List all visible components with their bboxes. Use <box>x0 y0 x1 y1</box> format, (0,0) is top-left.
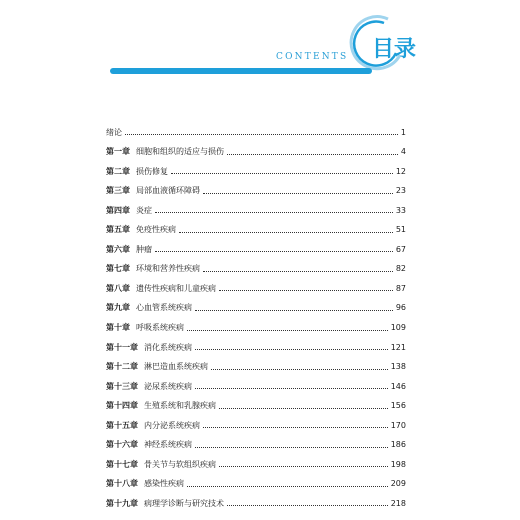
toc-entry[interactable] <box>106 321 406 335</box>
toc-chapter-title: 呼吸系统疾病 <box>136 323 184 332</box>
toc-chapter-title: 泌尿系统疾病 <box>144 381 192 391</box>
toc-chapter-title: 损伤修复 <box>136 166 168 176</box>
toc-chapter-number: 第二章 <box>106 166 130 176</box>
toc-leader-dots <box>187 329 388 331</box>
toc-chapter-number: 第十章 <box>106 323 130 332</box>
toc-chapter-number: 第十六章 <box>106 440 138 450</box>
toc-page-number: 209 <box>390 479 406 489</box>
toc-chapter-title: 生殖系统和乳腺疾病 <box>144 401 216 411</box>
toc-page-number: 82 <box>395 264 406 274</box>
toc-entry[interactable] <box>106 360 406 374</box>
toc-chapter-number: 第十二章 <box>106 362 138 372</box>
toc-chapter-number: 第六章 <box>106 244 130 254</box>
toc-chapter-title: 遗传性疾病和儿童疾病 <box>136 283 216 293</box>
toc-chapter-number: 第五章 <box>106 225 130 235</box>
toc-chapter-number: 第八章 <box>106 283 130 293</box>
toc-entry[interactable] <box>106 340 406 354</box>
toc-entry[interactable] <box>106 164 406 178</box>
toc-leader-dots <box>195 348 388 350</box>
toc-chapter-number: 第九章 <box>106 303 130 313</box>
toc-page-number: 198 <box>390 459 406 469</box>
toc-page-number: 67 <box>395 244 406 254</box>
toc-entry[interactable] <box>106 242 406 256</box>
toc-leader-dots <box>219 289 393 291</box>
toc-page-number: 4 <box>400 147 406 157</box>
header-bar <box>110 68 372 74</box>
toc-entry[interactable] <box>106 477 406 491</box>
toc-entry[interactable] <box>106 203 406 217</box>
page-title: 目录 <box>372 37 417 62</box>
toc-leader-dots <box>179 231 393 233</box>
toc-leader-dots <box>211 368 388 370</box>
toc-chapter-title: 细胞和组织的适应与损伤 <box>136 147 224 157</box>
toc-leader-dots <box>219 407 388 409</box>
toc-chapter-title: 局部血液循环障碍 <box>136 186 200 196</box>
toc-page-number: 186 <box>390 440 406 450</box>
toc-page-number: 96 <box>395 303 406 313</box>
toc-leader-dots <box>187 485 388 487</box>
toc-entry[interactable] <box>106 262 406 276</box>
toc-page-number: 138 <box>390 362 406 372</box>
toc-chapter-number: 第十九章 <box>106 498 138 508</box>
toc-leader-dots <box>203 192 393 194</box>
toc-page-number: 121 <box>390 342 406 352</box>
toc-chapter-number: 第十三章 <box>106 381 138 391</box>
toc-chapter-number: 第十五章 <box>106 420 138 430</box>
toc-page-number: 170 <box>390 420 406 430</box>
toc-leader-dots <box>171 172 393 174</box>
toc-leader-dots <box>155 211 393 213</box>
toc-chapter-title: 内分泌系统疾病 <box>144 420 200 430</box>
toc-chapter-number: 第一章 <box>106 147 130 157</box>
toc-leader-dots <box>195 387 388 389</box>
toc-entry[interactable] <box>106 438 406 452</box>
toc-entry[interactable] <box>106 281 406 295</box>
toc-chapter-number: 第四章 <box>106 205 130 215</box>
toc-entry[interactable] <box>106 125 406 139</box>
toc-chapter-number: 第十四章 <box>106 401 138 411</box>
toc-entry[interactable] <box>106 418 406 432</box>
toc-chapter-title: 神经系统疾病 <box>144 440 192 450</box>
toc-entry[interactable] <box>106 399 406 413</box>
toc-chapter-title: 淋巴造血系统疾病 <box>144 362 208 372</box>
toc-leader-dots <box>155 250 393 252</box>
toc-leader-dots <box>203 270 393 272</box>
contents-label: CONTENTS <box>276 52 349 62</box>
toc-entry[interactable] <box>106 379 406 393</box>
toc-leader-dots <box>125 133 398 135</box>
toc-page-number: 12 <box>395 166 406 176</box>
toc-leader-dots <box>195 446 388 448</box>
toc-chapter-title: 免疫性疾病 <box>136 225 176 235</box>
toc-entry[interactable] <box>106 223 406 237</box>
toc-chapter-number: 绪论 <box>106 127 122 137</box>
toc-page-number: 146 <box>390 381 406 391</box>
toc-page-number: 33 <box>395 205 406 215</box>
toc-page-number: 51 <box>395 225 406 235</box>
toc-chapter-number: 第十一章 <box>106 342 138 352</box>
toc-page-number: 23 <box>395 186 406 196</box>
toc-chapter-title: 消化系统疾病 <box>144 342 192 352</box>
toc-chapter-title: 环境和营养性疾病 <box>136 264 200 274</box>
toc-chapter-title: 骨关节与软组织疾病 <box>144 459 216 469</box>
toc-leader-dots <box>203 426 388 428</box>
toc-page-number: 156 <box>390 401 406 411</box>
toc-entry[interactable] <box>106 301 406 315</box>
toc-entry[interactable] <box>106 457 406 471</box>
toc-chapter-number: 第三章 <box>106 186 130 196</box>
toc-chapter-number: 第十八章 <box>106 479 138 489</box>
toc-chapter-number: 第十七章 <box>106 459 138 469</box>
toc-entry[interactable] <box>106 184 406 198</box>
toc-chapter-title: 心血管系统疾病 <box>136 303 192 313</box>
toc-chapter-title: 病理学诊断与研究技术 <box>144 498 224 508</box>
toc-page-number: 87 <box>395 283 406 293</box>
toc-page-number: 1 <box>400 127 406 137</box>
toc-chapter-number: 第七章 <box>106 264 130 274</box>
toc-chapter-title: 感染性疾病 <box>144 479 184 489</box>
toc-leader-dots <box>195 309 393 311</box>
toc-page-number: 109 <box>390 323 406 332</box>
toc-entry[interactable] <box>106 145 406 159</box>
toc-entry[interactable] <box>106 496 406 510</box>
toc-chapter-title: 炎症 <box>136 205 152 215</box>
toc-leader-dots <box>227 153 398 155</box>
toc-page-number: 218 <box>390 498 406 508</box>
toc-leader-dots <box>227 504 388 506</box>
toc-chapter-title: 肿瘤 <box>136 244 152 254</box>
toc-leader-dots <box>219 465 388 467</box>
